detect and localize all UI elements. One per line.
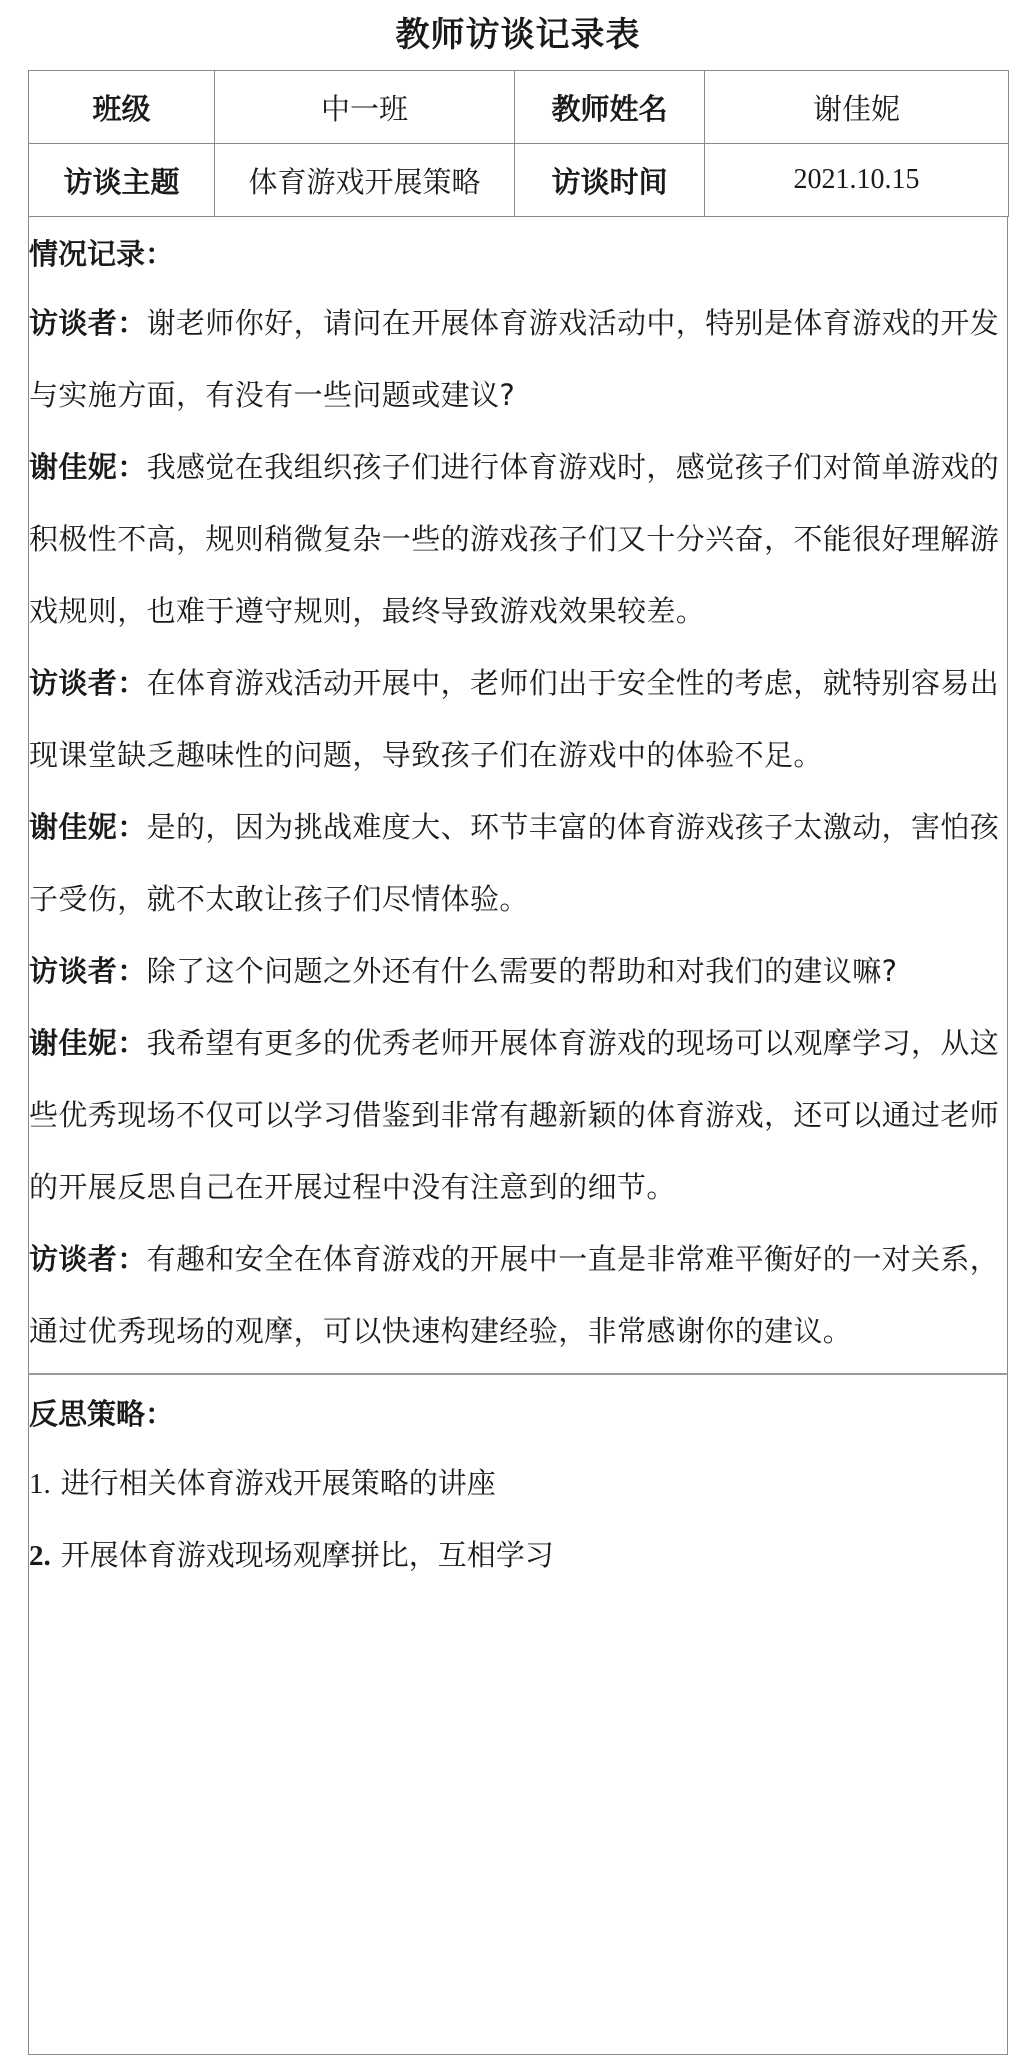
dialogue-entry [29, 791, 1007, 935]
topic-label: 访谈主题 [29, 144, 215, 217]
dialogue-text: 除了这个问题之外还有什么需要的帮助和对我们的建议嘛? [146, 954, 898, 988]
dialogue-entry [29, 935, 1007, 1007]
item-text: 进行相关体育游戏开展策略的讲座 [60, 1466, 496, 1500]
info-row-2 [29, 144, 1009, 217]
speaker-label: 谢佳妮： [29, 1026, 147, 1060]
record-section [28, 217, 1008, 1375]
speaker-label: 访谈者： [29, 1242, 147, 1276]
class-label: 班级 [29, 71, 215, 144]
interview-time-value: 2021.10.15 [705, 144, 1009, 217]
dialogue-text: 我感觉在我组织孩子们进行体育游戏时，感觉孩子们对简单游戏的积极性不高，规则稍微复杂一些的游戏孩子们又十分兴奋，不能很好理解游戏规则，也难于遵守规则，最终导致游戏效果较差。 [29, 450, 1000, 628]
info-row-1 [29, 71, 1009, 144]
teacher-name-value: 谢佳妮 [705, 71, 1009, 144]
document-title: 教师访谈记录表 [395, 15, 641, 55]
reflection-heading: 反思策略： [29, 1397, 175, 1431]
item-number: 1. [29, 1468, 51, 1500]
dialogue-text: 谢老师你好，请问在开展体育游戏活动中，特别是体育游戏的开发与实施方面，有没有一些问题或建议? [29, 306, 1000, 412]
reflection-item [29, 1447, 1007, 1519]
speaker-label: 谢佳妮： [29, 450, 147, 484]
reflection-item [29, 1519, 1007, 1591]
dialogue-text: 是的，因为挑战难度大、环节丰富的体育游戏孩子太激动，害怕孩子受伤，就不太敢让孩子们尽情体验。 [29, 810, 1000, 916]
topic-value: 体育游戏开展策略 [215, 144, 515, 217]
speaker-label: 谢佳妮： [29, 810, 147, 844]
speaker-label: 访谈者： [29, 666, 147, 700]
speaker-label: 访谈者： [29, 306, 147, 340]
interview-time-label: 访谈时间 [515, 144, 705, 217]
dialogue-entry [29, 431, 1007, 647]
reflection-section [28, 1375, 1008, 2055]
info-table [28, 70, 1009, 217]
dialogue-entry [29, 1223, 1007, 1367]
record-heading: 情况记录： [29, 237, 175, 271]
teacher-name-label: 教师姓名 [515, 71, 705, 144]
item-text: 开展体育游戏现场观摩拼比，互相学习 [60, 1538, 554, 1572]
interview-record-form [28, 0, 1008, 2062]
dialogue-entry [29, 1007, 1007, 1223]
item-number: 2. [29, 1540, 51, 1572]
dialogue-text: 有趣和安全在体育游戏的开展中一直是非常难平衡好的一对关系，通过优秀现场的观摩，可以快速构建经验，非常感谢你的建议。 [29, 1242, 1000, 1348]
speaker-label: 访谈者： [29, 954, 147, 988]
dialogue-text: 我希望有更多的优秀老师开展体育游戏的现场可以观摩学习，从这些优秀现场不仅可以学习借鉴到非常有趣新颖的体育游戏，还可以通过老师的开展反思自己在开展过程中没有注意到的细节。 [29, 1026, 1000, 1204]
class-value: 中一班 [215, 71, 515, 144]
dialogue-entry [29, 647, 1007, 791]
dialogue-entry [29, 287, 1007, 431]
dialogue-text: 在体育游戏活动开展中，老师们出于安全性的考虑，就特别容易出现课堂缺乏趣味性的问题，导致孩子们在游戏中的体验不足。 [29, 666, 1000, 772]
